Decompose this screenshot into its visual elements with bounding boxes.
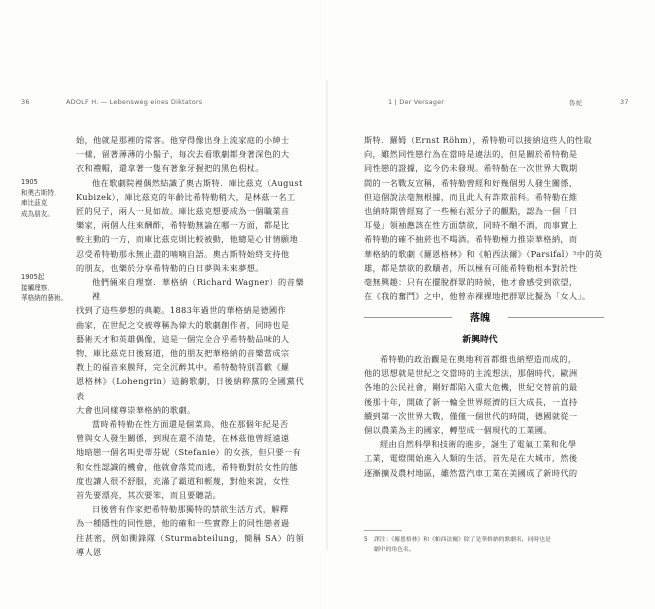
margin-note-kubizek: 1905 和奧古斯特． 庫比茲克 成為朋友。 xyxy=(21,178,61,218)
right-header-label: 魯蛇 xyxy=(569,99,583,107)
section-title: 落魄 xyxy=(455,309,505,324)
right-section-body xyxy=(364,352,604,480)
section-paragraph-1: 希特勒的政治觀是在奧地利首都維也納塑造而成的， 他的思想就是世紀之交當時的主流想法，那個時代，歐洲 各地的公民社會，剛好都陷入重大危機，世紀交替前的最 後那十年，開啟了新一輪全世界經濟的巨大成長，一直持 續到第一次世界大戰，僅僅一個世代的時間，德國就從一 個以農業為主的國家，轉型成一個現代的工業國。 xyxy=(364,354,578,436)
right-page-number: 37 xyxy=(620,98,629,106)
left-paragraph-1: 始，他就是那裡的常客。他穿得像出身上流家庭的小紳士 一樣，留著薄薄的小鬍子，每次去看歌劇都身著深色的大 衣和禮帽，還拿著一隻有著象牙握把的黑色枴杖。 xyxy=(76,135,290,174)
left-paragraph-2: 他在歌劇院裡偶然結識了奧古斯特．庫比茲克（August Kubizek），庫比茲克的年齡比希特勒稍大，是林茲一名工 匠的兒子，兩人一見如故。庫比茲克想要成為一個職業音 樂家，兩個人往來酬酢，希特勒無論在哪一方面，都是比 較主動的一方，而庫比茲克則比較被動，他總是心甘情願地 忍受希特勒那永無止盡的喃喃自語。奧古斯特始終支持他 的朋友，也樂於分享希特勒的白日夢與未來夢想。 xyxy=(76,177,303,273)
left-paragraph-5: 日後曾有作家把希特勒那獨特的禁欲生活方式，解釋 為一種隱性的同性戀，他的確和一些實際上的同性戀者過 往甚密，例如衝鋒隊（Sturmabteilung，簡稱 SA）的領導人恩 xyxy=(76,504,304,557)
footnote-line-1: 譯注：《羅恩格林》和《帕西法爾》除了是華格納的歌劇名，同時也是 xyxy=(374,537,551,543)
footnote-rule xyxy=(364,530,402,531)
right-paragraph-1: 斯特．羅姆（Ernst Röhm），希特勒可以接納這些人的性取 向，雖然同性戀行為在當時是違法的，但是關於希特勒是 同性戀的證據，迄今仍未發現。希特勒在一次世界大戰期 間的一名戰友宣稱，希特勒曾經和好幾個男人發生關係， 但這個說法毫無根據，而且此人有詐欺前科。希特勒在維 也納時期曾經寫了一些極右派分子的觀點，認為一個「日 耳曼」領袖應該在性方面禁欲，同時不酗不酒，而事實上 希特勒的確不抽菸也不喝酒。希特勒極力推崇華格納，而 華格納的歌劇《羅恩格林》和《帕西法爾》（Parsifal）⁵中的英 雄，都是禁欲的救贖者，所以極有可能希特勒根本對於性 毫無興趣：只有在擺脫群眾的時候，他才會感受到欲望， 在《我的奮鬥》之中，他曾赤裸裸地把群眾比擬為「女人」。 xyxy=(364,135,603,302)
footnote xyxy=(364,536,602,555)
right-body xyxy=(364,133,604,303)
left-running-header: ADOLF H. — Lebensweg eines Diktators xyxy=(66,98,203,106)
section-rule-left xyxy=(364,317,452,318)
left-body xyxy=(76,133,304,559)
left-paragraph-3: 他們倆來自理察．華格納（Richard Wagner）的音樂裡 找到了這些夢想的典範。1883年過世的華格納是德國作 曲家，在世紀之交被尊稱為偉大的歌劇創作者，同時也是 藝術天才和英雄偶像，這是一個完全合乎希特勒品味的人 物，庫比茲克日後寫道，他的朋友把華格納的音樂當成宗 教上的福音來膜拜，完全沉醉其中。希特勒特別喜歡《羅 恩格林》（Lohengrin）這齣歌劇，日後納粹黨的全國黨代表 大會也同樣尊崇華格納的歌劇。 xyxy=(76,277,304,415)
footnote-number: 5 xyxy=(364,537,368,543)
section-paragraph-2: 經由自然科學和技術的進步，誕生了電氣工業和化學 工業，電燈開始進入人類的生活，首先是在大城市，然後 逐漸擴及農村地區，雖然當汽車工業在美國成了新時代的 xyxy=(364,439,578,478)
margin-note-wagner: 1905起 接觸理察． 華格納的藝術。 xyxy=(21,273,68,302)
right-running-header: 1 | Der Versager xyxy=(388,98,445,106)
right-page xyxy=(328,0,655,609)
section-rule-right xyxy=(508,317,604,318)
left-page-number: 36 xyxy=(21,98,30,106)
footnote-line-2: 劇中的角色名。 xyxy=(374,546,415,553)
subsection-title: 新興時代 xyxy=(462,335,498,345)
left-paragraph-4: 當時希特勒在性方面還是個菜鳥，他在那個年紀是否 曾與女人發生關係，到現在還不清楚，在林茲他曾經遠遠 地暗戀一個名叫史蒂芬妮（Stefanie）的女孩，但只要一有 和女性認識的機會，他就會落荒而逃，希特勒對於女性的態 度也讓人很不舒服，充滿了霸道和輕蔑，對他來說，女性 首先要漂亮，其次要笨，而且要聽話。 xyxy=(76,419,302,501)
